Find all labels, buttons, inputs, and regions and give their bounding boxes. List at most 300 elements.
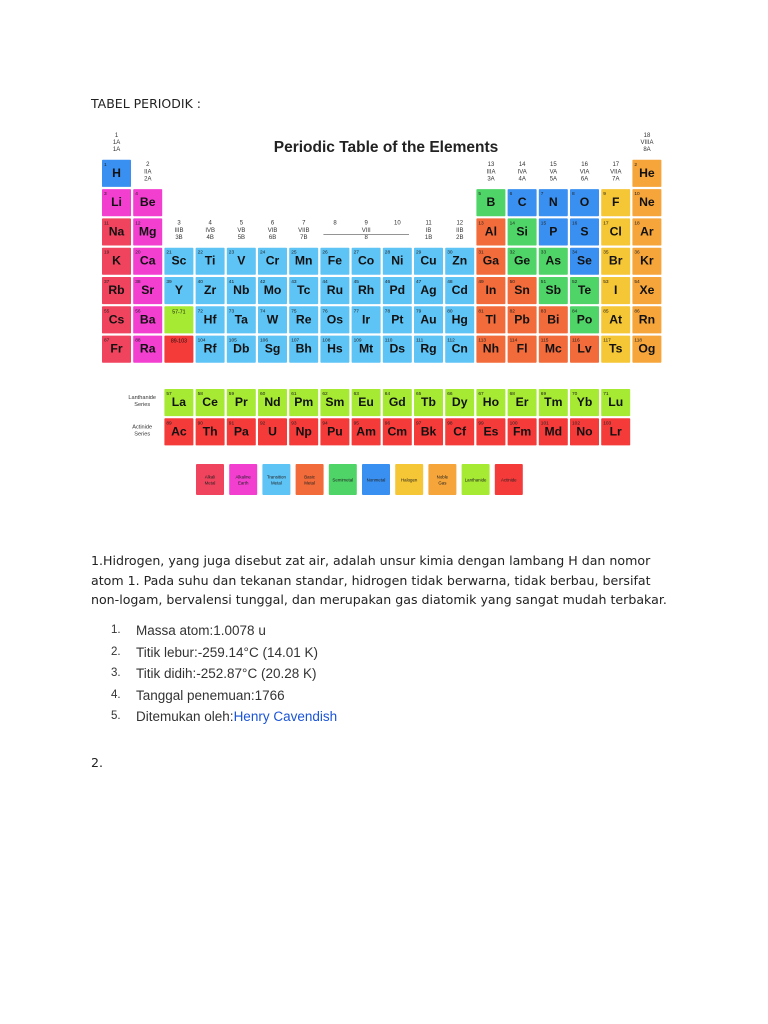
element-symbol: Og bbox=[638, 341, 656, 356]
element-symbol: Bk bbox=[420, 424, 437, 439]
element-symbol: Cf bbox=[453, 424, 467, 439]
element-symbol: Mn bbox=[294, 253, 313, 268]
table-title: Periodic Table of the Elements bbox=[273, 139, 499, 156]
element-symbol: Hf bbox=[203, 312, 217, 327]
element-symbol: Sn bbox=[514, 283, 530, 297]
group-label: 4B bbox=[206, 235, 214, 242]
element-symbol: Zr bbox=[204, 283, 217, 297]
group-label: 15 bbox=[550, 162, 557, 169]
legend-label: Actinide bbox=[500, 477, 517, 483]
element-symbol: Na bbox=[108, 224, 125, 239]
atomic-number: 118 bbox=[634, 338, 643, 344]
atomic-number: 58 bbox=[197, 392, 203, 397]
atomic-number: 13 bbox=[478, 221, 484, 227]
atomic-number: 98 bbox=[447, 421, 453, 427]
group-label: 4 bbox=[208, 220, 212, 227]
atomic-number: 105 bbox=[228, 338, 237, 344]
element-symbol: Np bbox=[295, 424, 312, 439]
group-label: 14 bbox=[518, 162, 526, 169]
legend-label: Earth bbox=[237, 480, 249, 486]
atomic-number: 79 bbox=[416, 309, 422, 315]
element-symbol: Ir bbox=[362, 312, 371, 327]
atomic-number: 20 bbox=[135, 250, 141, 256]
atomic-number: 116 bbox=[572, 338, 580, 344]
legend-label: Semimetal bbox=[332, 477, 354, 483]
series-label: Lanthanide bbox=[128, 395, 157, 401]
element-symbol: Mc bbox=[544, 341, 562, 356]
series-label: Series bbox=[134, 402, 151, 408]
element-symbol: Ts bbox=[609, 341, 623, 356]
atomic-number: 11 bbox=[104, 221, 109, 227]
group-label: VIIB bbox=[298, 227, 310, 234]
element-symbol: Sr bbox=[141, 283, 155, 297]
atomic-number: 17 bbox=[603, 221, 609, 227]
group-label: 17 bbox=[612, 162, 620, 169]
element-symbol: Os bbox=[326, 312, 344, 327]
atomic-number: 34 bbox=[572, 250, 578, 256]
element-symbol: W bbox=[266, 312, 279, 327]
element-symbol: Ni bbox=[391, 253, 404, 268]
atomic-number: 33 bbox=[540, 250, 547, 256]
atomic-number: 77 bbox=[353, 309, 359, 315]
atomic-number: 86 bbox=[634, 309, 640, 315]
atomic-number: 109 bbox=[353, 338, 362, 344]
element-symbol: Ba bbox=[139, 312, 156, 327]
element-symbol: Pm bbox=[294, 395, 314, 409]
element-symbol: Nb bbox=[233, 283, 250, 297]
atomic-number: 78 bbox=[384, 309, 391, 315]
group-label: 10 bbox=[394, 220, 401, 227]
atomic-number: 22 bbox=[197, 250, 203, 256]
atomic-number: 93 bbox=[291, 421, 297, 427]
atomic-number: 42 bbox=[260, 280, 266, 285]
atomic-number: 87 bbox=[104, 338, 110, 344]
element-symbol: Cr bbox=[265, 253, 280, 268]
atomic-number: 59 bbox=[228, 392, 235, 397]
element-symbol: Pr bbox=[234, 395, 248, 409]
atomic-number: 26 bbox=[322, 250, 328, 256]
fact-item bbox=[91, 620, 651, 642]
legend-label: Alkali bbox=[204, 474, 216, 480]
atomic-number: 61 bbox=[291, 392, 297, 397]
element-symbol: Tc bbox=[297, 283, 311, 297]
element-symbol: K bbox=[112, 253, 121, 268]
atomic-number: 49 bbox=[478, 280, 484, 285]
legend-swatch-transition bbox=[262, 464, 290, 495]
atomic-number: 74 bbox=[260, 309, 266, 315]
element-symbol: Sg bbox=[264, 341, 281, 356]
group-label: 5A bbox=[549, 176, 558, 183]
element-symbol: La bbox=[171, 395, 187, 409]
element-symbol: Pt bbox=[391, 312, 404, 327]
group-label: 2A bbox=[144, 176, 152, 183]
atomic-number: 82 bbox=[509, 309, 515, 315]
discoverer-link[interactable]: Henry Cavendish bbox=[233, 709, 338, 724]
element-symbol: Nh bbox=[482, 341, 500, 356]
element-symbol: Md bbox=[544, 424, 563, 439]
fact-item bbox=[91, 685, 651, 707]
atomic-number: 114 bbox=[509, 338, 518, 344]
fact-text: Ditemukan oleh: bbox=[136, 709, 234, 724]
legend-label: Basic bbox=[304, 474, 315, 480]
atomic-number: 35 bbox=[603, 250, 609, 256]
atomic-number: 55 bbox=[104, 309, 110, 315]
atomic-number: 69 bbox=[540, 392, 547, 397]
element-symbol: Ho bbox=[482, 395, 500, 409]
atomic-number: 115 bbox=[540, 338, 549, 344]
page-heading: TABEL PERIODIK : bbox=[91, 96, 201, 111]
atomic-number: 56 bbox=[135, 309, 141, 315]
element-symbol: Hg bbox=[451, 312, 468, 327]
atomic-number: 31 bbox=[478, 250, 484, 256]
atomic-number: 94 bbox=[322, 421, 328, 427]
element-symbol: Cs bbox=[108, 312, 125, 327]
legend-swatch-noble bbox=[428, 464, 456, 495]
element-symbol: Cn bbox=[451, 341, 468, 356]
element-symbol: Mo bbox=[263, 283, 282, 297]
group-label: 6B bbox=[268, 235, 277, 242]
atomic-number: 40 bbox=[197, 280, 203, 285]
atomic-number: 76 bbox=[322, 309, 328, 315]
element-symbol: Er bbox=[515, 395, 529, 409]
element-symbol: Yb bbox=[576, 395, 593, 409]
atomic-number: 30 bbox=[447, 250, 453, 256]
fact-item bbox=[91, 706, 651, 728]
element-symbol: C bbox=[517, 195, 527, 210]
group-label: 2B bbox=[456, 235, 464, 242]
atomic-number: 43 bbox=[291, 280, 297, 285]
atomic-number: 46 bbox=[384, 280, 391, 285]
atomic-number: 117 bbox=[603, 338, 611, 344]
atomic-number: 60 bbox=[260, 392, 266, 397]
series-label: Actinide bbox=[132, 424, 153, 431]
atomic-number: 100 bbox=[509, 421, 518, 427]
fact-text: Massa atom:1.0078 u bbox=[136, 623, 266, 638]
paragraph-2-number: 2. bbox=[91, 755, 104, 770]
atomic-number: 28 bbox=[384, 250, 391, 256]
element-symbol: Pa bbox=[233, 424, 249, 439]
fact-number: 1. bbox=[111, 624, 121, 636]
fact-text: Titik lebur:-259.14°C (14.01 K) bbox=[136, 644, 318, 660]
element-symbol: Sb bbox=[545, 283, 562, 297]
legend-label: Metal bbox=[271, 480, 282, 486]
element-symbol: No bbox=[576, 424, 593, 439]
group-label: 3B bbox=[175, 235, 183, 242]
atomic-number: 81 bbox=[478, 309, 484, 315]
element-symbol: Cd bbox=[451, 283, 468, 297]
element-symbol: Fr bbox=[110, 341, 123, 356]
group-label: 1B bbox=[424, 235, 433, 242]
group-label: 5B bbox=[237, 235, 246, 242]
atomic-number: 103 bbox=[603, 421, 612, 427]
fact-text: Tanggal penemuan:1766 bbox=[136, 687, 285, 703]
group-label: IB bbox=[425, 227, 432, 234]
atomic-number: 15 bbox=[540, 221, 547, 227]
element-symbol: Fe bbox=[327, 253, 343, 268]
atomic-number: 47 bbox=[416, 280, 422, 285]
element-symbol: Gd bbox=[388, 395, 406, 409]
group-label: IIIA bbox=[486, 169, 496, 176]
group-label: 8 bbox=[364, 235, 368, 242]
fact-item bbox=[91, 663, 651, 685]
atomic-number: 84 bbox=[572, 309, 578, 315]
legend-label: Halogen bbox=[401, 477, 418, 483]
atomic-number: 21 bbox=[166, 250, 172, 256]
element-symbol: Nd bbox=[264, 395, 281, 409]
group-label: 8 bbox=[333, 220, 337, 227]
group-label: VA bbox=[549, 169, 558, 176]
group-label: VIA bbox=[579, 169, 590, 176]
legend-label: Noble bbox=[436, 474, 449, 480]
element-symbol: F bbox=[611, 195, 620, 210]
atomic-number: 14 bbox=[509, 221, 515, 227]
group-label: 6A bbox=[580, 176, 589, 183]
atomic-number: 68 bbox=[509, 392, 515, 397]
element-symbol: Rn bbox=[638, 312, 656, 327]
atomic-number: 71 bbox=[603, 392, 609, 397]
atomic-number: 38 bbox=[135, 280, 141, 285]
atomic-number: 66 bbox=[447, 392, 453, 397]
atomic-number: 29 bbox=[416, 250, 422, 256]
hydrogen-paragraph: 1.Hidrogen, yang juga disebut zat air, adalah unsur kimia dengan lambang H dan nomor atom 1. Pada suhu dan tekanan standar, hidrogen tidak berwarna, tidak berbau, bersifat non-logam, bervalensi tunggal, dan merupakan gas diatomik yang sangat mudah terbakar. bbox=[91, 553, 667, 607]
atomic-number: 101 bbox=[540, 421, 549, 427]
element-symbol: Ga bbox=[482, 253, 500, 268]
element-symbol: Cu bbox=[420, 253, 437, 268]
fact-number: 2. bbox=[111, 645, 121, 658]
element-symbol: Rf bbox=[203, 341, 217, 356]
atomic-number: 37 bbox=[104, 280, 110, 285]
atomic-number: 112 bbox=[447, 338, 455, 344]
element-symbol: Si bbox=[516, 224, 528, 239]
group-label: 18 bbox=[643, 132, 651, 139]
atomic-number: 8 bbox=[572, 192, 575, 198]
element-symbol: Db bbox=[233, 341, 250, 356]
group-label: 3A bbox=[487, 176, 495, 183]
element-symbol: Cl bbox=[609, 224, 622, 239]
element-symbol: Eu bbox=[358, 395, 374, 409]
element-symbol: Ca bbox=[139, 253, 156, 268]
atomic-number: 6 bbox=[509, 192, 513, 198]
group-label: 9 bbox=[364, 220, 368, 227]
element-symbol: Ds bbox=[389, 341, 406, 356]
element-symbol: Xe bbox=[639, 283, 655, 297]
element-symbol: Se bbox=[577, 253, 592, 268]
element-symbol: Ra bbox=[139, 341, 156, 356]
element-symbol: Tm bbox=[544, 395, 563, 409]
atomic-number: 108 bbox=[322, 338, 331, 344]
element-symbol: Ne bbox=[639, 195, 655, 210]
element-symbol: Rb bbox=[108, 283, 125, 297]
element-symbol: Es bbox=[483, 424, 499, 439]
group-label: 11 bbox=[425, 220, 432, 227]
element-symbol: Br bbox=[608, 253, 623, 268]
element-symbol: Co bbox=[357, 253, 375, 268]
atomic-number: 107 bbox=[291, 338, 300, 344]
atomic-number: 99 bbox=[478, 421, 484, 427]
atomic-number: 54 bbox=[634, 280, 640, 285]
atomic-number: 44 bbox=[322, 280, 328, 285]
element-symbol: Y bbox=[174, 283, 183, 297]
element-symbol: 57-71 bbox=[172, 309, 186, 316]
group-label: 1A bbox=[112, 147, 121, 154]
atomic-number: 3 bbox=[104, 192, 107, 198]
element-symbol: Bi bbox=[547, 312, 560, 327]
atomic-number: 95 bbox=[353, 421, 359, 427]
element-symbol: Ar bbox=[640, 224, 654, 239]
element-symbol: Th bbox=[202, 424, 218, 439]
atomic-number: 24 bbox=[260, 250, 266, 256]
atomic-number: 73 bbox=[228, 309, 235, 315]
atomic-number: 39 bbox=[166, 280, 172, 285]
atomic-number: 83 bbox=[540, 309, 547, 315]
element-symbol: Tl bbox=[485, 312, 497, 327]
group-label: VIIIA bbox=[640, 140, 654, 146]
atomic-number: 75 bbox=[291, 309, 297, 315]
atomic-number: 7 bbox=[540, 192, 544, 198]
group-label: 7A bbox=[612, 176, 620, 183]
group-label: 16 bbox=[581, 162, 588, 169]
group-label: VB bbox=[237, 227, 246, 234]
group-label: VIIA bbox=[610, 169, 622, 176]
atomic-number: 50 bbox=[509, 280, 515, 285]
atomic-number: 41 bbox=[228, 280, 235, 285]
atomic-number: 45 bbox=[353, 280, 359, 285]
atomic-number: 88 bbox=[135, 338, 141, 344]
legend-label: Metal bbox=[204, 480, 216, 486]
legend-label: Gas bbox=[438, 480, 447, 486]
group-label: 1A bbox=[112, 140, 121, 146]
element-symbol: He bbox=[639, 165, 655, 180]
element-symbol: U bbox=[268, 424, 277, 439]
element-symbol: Ta bbox=[234, 312, 248, 327]
legend-label: Transition bbox=[266, 474, 286, 480]
atomic-number: 57 bbox=[166, 392, 172, 397]
group-label: VIB bbox=[267, 227, 278, 234]
atomic-number: 64 bbox=[384, 392, 391, 397]
atomic-number: 32 bbox=[509, 250, 515, 256]
element-symbol: Ag bbox=[420, 283, 437, 297]
atomic-number: 53 bbox=[603, 280, 609, 285]
group-label: 5 bbox=[239, 220, 244, 227]
element-symbol: Lu bbox=[608, 395, 624, 409]
atomic-number: 52 bbox=[572, 280, 578, 285]
group-label: 2 bbox=[146, 162, 150, 169]
element-symbol: S bbox=[580, 224, 589, 239]
element-symbol: 89-103 bbox=[170, 338, 187, 345]
element-symbol: N bbox=[548, 195, 558, 210]
atomic-number: 2 bbox=[634, 162, 638, 168]
element-symbol: Re bbox=[295, 312, 312, 327]
atomic-number: 10 bbox=[634, 192, 640, 198]
atomic-number: 27 bbox=[353, 250, 359, 256]
atomic-number: 97 bbox=[416, 421, 422, 427]
atomic-number: 85 bbox=[603, 309, 609, 315]
element-symbol: Fm bbox=[512, 424, 532, 439]
element-symbol: O bbox=[579, 195, 590, 210]
atomic-number: 5 bbox=[478, 192, 482, 198]
fact-number: 5. bbox=[111, 710, 121, 722]
atomic-number: 90 bbox=[197, 421, 203, 427]
atomic-number: 16 bbox=[572, 221, 578, 227]
atomic-number: 104 bbox=[197, 338, 206, 344]
element-symbol: Mt bbox=[358, 341, 374, 356]
legend-label: Metal bbox=[304, 480, 315, 486]
atomic-number: 63 bbox=[353, 392, 359, 397]
element-symbol: Tb bbox=[421, 395, 436, 409]
element-symbol: Ac bbox=[171, 424, 187, 439]
atomic-number: 65 bbox=[416, 392, 422, 397]
atomic-number: 102 bbox=[572, 421, 581, 427]
element-symbol: Ru bbox=[326, 283, 344, 297]
element-symbol: Pu bbox=[327, 424, 343, 439]
group-label: IVA bbox=[517, 169, 527, 176]
atomic-number: 9 bbox=[603, 192, 606, 198]
element-symbol: Te bbox=[577, 283, 592, 297]
element-symbol: Am bbox=[356, 424, 376, 439]
group-label: 4A bbox=[518, 176, 526, 183]
element-symbol: V bbox=[237, 253, 246, 268]
atomic-number: 110 bbox=[384, 338, 393, 344]
legend-label: Alkaline bbox=[235, 474, 251, 480]
element-symbol: Zn bbox=[452, 253, 468, 268]
atomic-number: 91 bbox=[228, 421, 235, 427]
element-symbol: Bh bbox=[295, 341, 312, 356]
element-symbol: I bbox=[614, 283, 618, 297]
element-symbol: B bbox=[486, 195, 496, 210]
element-symbol: Pb bbox=[514, 312, 530, 327]
legend-label: Lanthanide bbox=[464, 477, 487, 483]
group-label: 6 bbox=[270, 220, 275, 227]
periodic-table-image bbox=[101, 131, 672, 502]
element-symbol: Ti bbox=[204, 253, 216, 268]
element-symbol: Fl bbox=[516, 341, 528, 356]
element-symbol: Rh bbox=[357, 283, 375, 297]
atomic-number: 111 bbox=[416, 338, 424, 344]
atomic-number: 19 bbox=[104, 250, 110, 256]
atomic-number: 80 bbox=[447, 309, 453, 315]
group-label: 7 bbox=[302, 220, 306, 227]
atomic-number: 36 bbox=[634, 250, 640, 256]
element-symbol: Lv bbox=[577, 341, 592, 356]
periodic-table-figure bbox=[101, 131, 672, 502]
element-symbol: Ce bbox=[202, 395, 218, 409]
atomic-number: 92 bbox=[260, 421, 266, 427]
element-symbol: Kr bbox=[640, 253, 654, 268]
element-symbol: As bbox=[545, 253, 562, 268]
element-symbol: Cm bbox=[387, 424, 408, 439]
element-symbol: Pd bbox=[389, 283, 406, 297]
group-label: 3 bbox=[177, 220, 181, 227]
series-label: Series bbox=[134, 431, 151, 438]
group-label: 13 bbox=[487, 162, 495, 169]
atomic-number: 48 bbox=[447, 280, 453, 285]
group-label: IIB bbox=[456, 227, 464, 234]
legend-swatch-alkaline bbox=[229, 464, 257, 495]
fact-item bbox=[91, 642, 651, 664]
atomic-number: 96 bbox=[384, 421, 391, 427]
element-symbol: Rg bbox=[420, 341, 437, 356]
atomic-number: 18 bbox=[634, 221, 640, 227]
atomic-number: 72 bbox=[197, 309, 203, 315]
element-symbol: Lr bbox=[609, 424, 622, 439]
atomic-number: 51 bbox=[540, 280, 547, 285]
legend-label: Nonmetal bbox=[366, 477, 386, 483]
element-symbol: At bbox=[609, 312, 623, 327]
atomic-number: 113 bbox=[478, 338, 487, 344]
fact-number: 4. bbox=[111, 688, 121, 701]
element-symbol: Dy bbox=[451, 395, 468, 409]
legend-swatch-basic bbox=[296, 464, 324, 495]
